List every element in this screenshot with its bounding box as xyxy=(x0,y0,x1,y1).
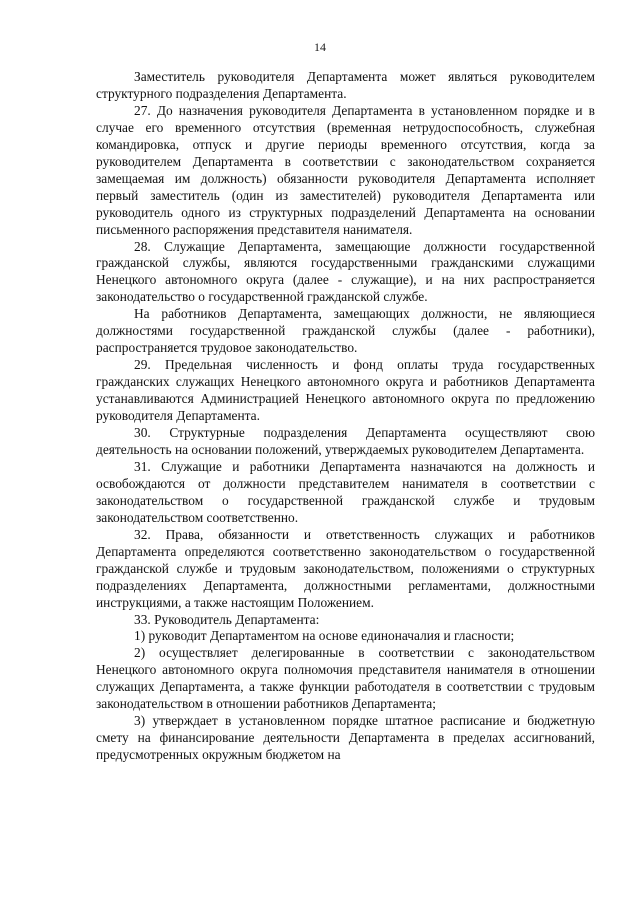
list-item-3: 3) утверждает в установленном порядке штатное расписание и бюджетную смету на финансирование деятельности Департамента в пределах ассигнований, предусмотренных окружным бюджетом на xyxy=(96,713,595,763)
paragraph-27: 27. До назначения руководителя Департамента в установленном порядке и в случае его временного отсутствия (временная нетрудоспособность, служебная командировка, отпуск и другие периоды временного отсутствия, когда за руководителем Департамента в соответствии с законодательством сохраняется замещаемая им должность) обязанности руководителя Департамента исполняет первый заместитель (один из заместителей) руководителя Департамента или руководитель одного из структурных подразделений Департамента на основании письменного распоряжения представителя нанимателя. xyxy=(96,102,595,237)
paragraph-32: 32. Права, обязанности и ответственность служащих и работников Департамента определяются соответственно законодательством о государственной гражданской службе и трудовым законодательством, положениями о структурных подразделениях Департамента, должностными регламентами, должностными инструкциями, а также настоящим Положением. xyxy=(96,526,595,610)
page-number: 14 xyxy=(314,40,326,54)
document-body xyxy=(96,69,595,764)
paragraph-30: 30. Структурные подразделения Департамента осуществляют свою деятельность на основании положений, утверждаемых руководителем Департамента. xyxy=(96,425,595,457)
list-item-2: 2) осуществляет делегированные в соответствии с законодательством Ненецкого автономного округа полномочия представителя нанимателя в отношении служащих Департамента, а также функции работодателя в соответствии с трудовым законодательством в отношении работников Департамента; xyxy=(96,645,595,712)
paragraph-deputy-head: Заместитель руководителя Департамента может являться руководителем структурного подразделения Департамента. xyxy=(96,69,595,101)
list-item-1: 1) руководит Департаментом на основе единоначалия и гласности; xyxy=(134,628,515,644)
paragraph-33-heading: 33. Руководитель Департамента: xyxy=(134,611,320,627)
paragraph-28: 28. Служащие Департамента, замещающие должности государственной гражданской службы, являются государственными гражданскими служащими Ненецкого автономного округа (далее - служащие), и на них распространяется законодательство о государственной гражданской службе. xyxy=(96,238,595,305)
paragraph-29: 29. Предельная численность и фонд оплаты труда государственных гражданских служащих Ненецкого автономного округа и работников Департамента устанавливаются Администрацией Ненецкого автономного округа по предложению руководителя Департамента. xyxy=(96,357,595,424)
paragraph-employees: На работников Департамента, замещающих должности, не являющиеся должностями государственной гражданской службы (далее - работники), распространяется трудовое законодательство. xyxy=(96,306,595,356)
paragraph-31: 31. Служащие и работники Департамента назначаются на должность и освобождаются от должности представителем нанимателя в соответствии с законодательством о государственной гражданской службе и трудовым законодательством соответственно. xyxy=(96,458,595,525)
